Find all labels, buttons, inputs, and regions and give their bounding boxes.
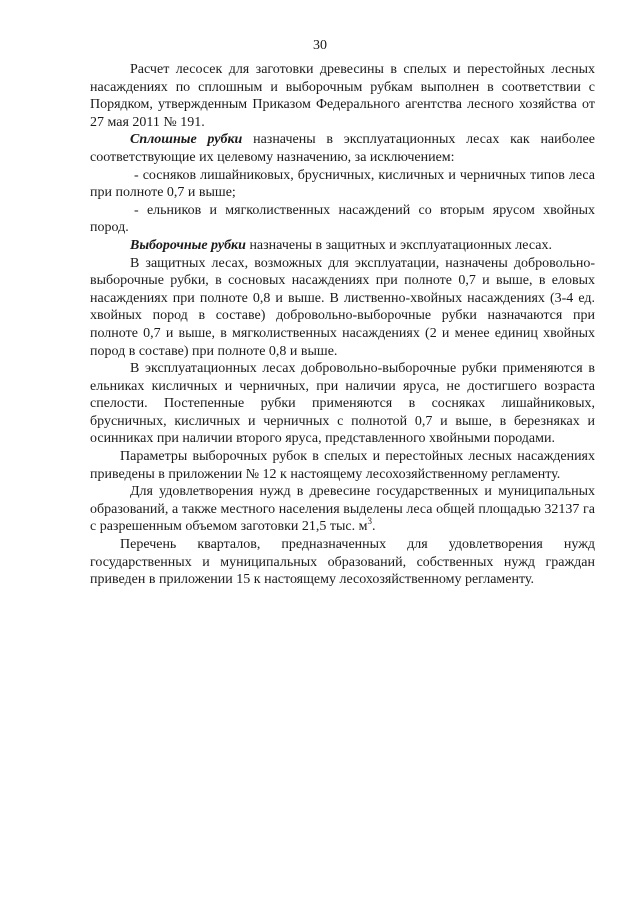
clear-cuts-heading: Сплошные рубки — [130, 132, 243, 148]
paragraph-exploitation-forests: В эксплуатационных лесах добровольно-выборочные рубки применяются в ельниках кисличных и черничных, при наличии яруса, не достигшего возраста спелости. Постепенные рубки применяются в сосняках лишайниковых, брусничных, кисличных и черничных с полнотой 0,7 и выше, в березняках и осинниках при наличии второго яруса, представленного хвойными породами. — [90, 361, 595, 447]
paragraph-clear-cuts — [90, 131, 595, 166]
selective-cuts-text: назначены в защитных и эксплуатационных лесах. — [245, 237, 552, 253]
cubic-superscript: 3 — [367, 516, 372, 527]
paragraph-protective-forests: В защитных лесах, возможных для эксплуатации, назначены добровольно-выборочные рубки, в сосновых насаждениях при полноте 0,7 и выше, в еловых насаждениях при полноте 0,8 и выше. В лиственно-хвойных насаждениях (3-4 ед. хвойных пород в составе) добровольно-выборочные рубки назначаются при полноте 0,7 и выше, в мягколиственных насаждениях (2 и менее единиц хвойных пород в составе) при полноте 0,8 и выше. — [90, 255, 595, 359]
paragraph-state-needs — [90, 483, 595, 536]
paragraph-parameters: Параметры выборочных рубок в спелых и перестойных лесных насаждениях приведены в приложении № 12 к настоящему лесохозяйственному регламенту. — [90, 449, 595, 482]
page-number: 30 — [313, 38, 327, 53]
clear-cuts-text: назначены в эксплуатационных лесах как наиболее соответствующие их целевому назначению, за исключением: — [90, 132, 595, 165]
paragraph-quarters-list: Перечень кварталов, предназначенных для удовлетворения нужд государственных и муниципальных образований, собственных нужд граждан приведен в приложении 15 к настоящему лесохозяйственному регламенту. — [90, 537, 595, 588]
document-body — [90, 61, 595, 589]
list-item-pine: - сосняков лишайниковых, брусничных, кисличных и черничных типов леса при полноте 0,7 и выше; — [90, 167, 595, 201]
list-item-spruce: - ельников и мягколиственных насаждений со вторым ярусом хвойных пород. — [90, 202, 595, 236]
state-needs-text: Для удовлетворения нужд в древесине государственных и муниципальных образований, а также местного населения выделены леса общей площадью 32137 га с разрешенным объемом заготовки 21,5 тыс. м — [90, 484, 595, 535]
state-needs-end: . — [371, 519, 376, 535]
paragraph-lesoseki-calculation: Расчет лесосек для заготовки древесины в спелых и перестойных лесных насаждениях по сплошным и выборочным рубкам выполнен в соответствии с Порядком, утвержденным Приказом Федерального агентства лесного хозяйства от 27 мая 2011 № 191. — [90, 62, 595, 130]
paragraph-selective-cuts — [90, 237, 595, 255]
selective-cuts-heading: Выборочные рубки — [130, 237, 246, 253]
